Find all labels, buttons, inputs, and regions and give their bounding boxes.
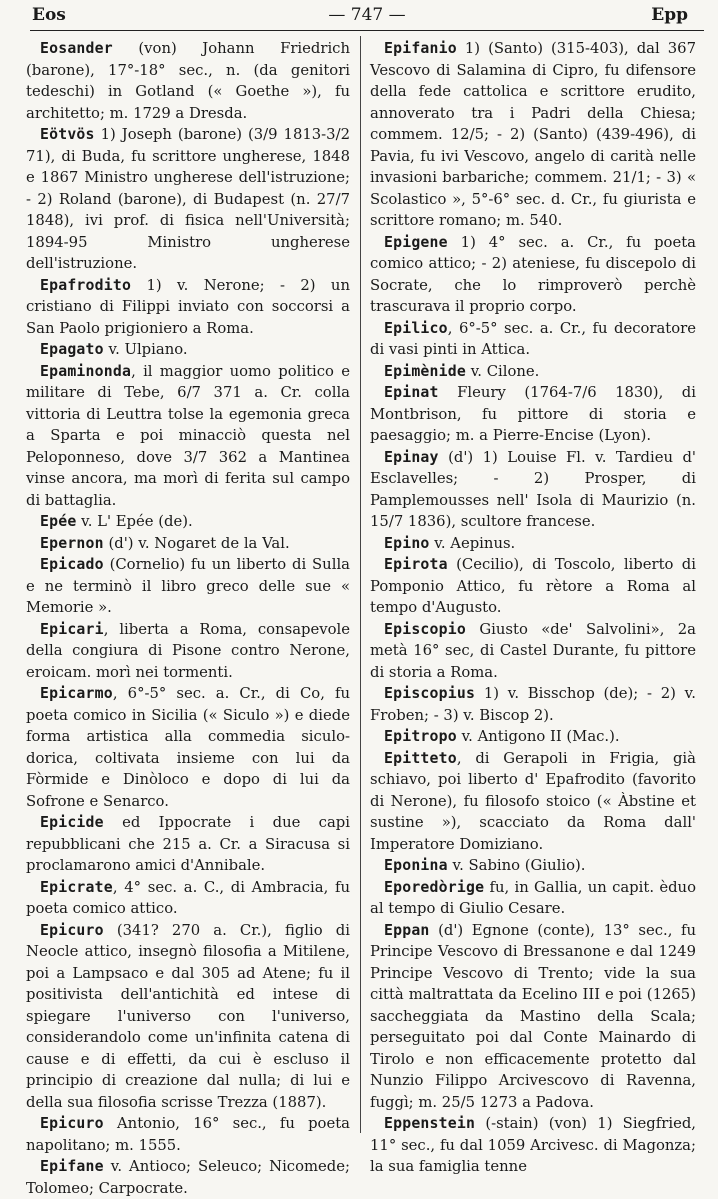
- entry-definition: (von) Johann Friedrich (barone), 17°-18° sec., n. (da genitori tedeschi) in Gotland (« Goethe »), fu architetto; m. 1729 a Dresda.: [26, 40, 350, 122]
- dictionary-entry: [370, 533, 696, 555]
- dictionary-entry: [26, 511, 350, 533]
- entry-definition: v. Aepinus.: [429, 534, 516, 552]
- entry-definition: v. Antigono II (Mac.).: [456, 728, 620, 745]
- entry-definition: v. Cilone.: [465, 362, 540, 380]
- entry-headword: Epigene: [384, 233, 448, 251]
- dictionary-entry: [370, 683, 696, 726]
- entry-definition: , 6°-5° sec. a. Cr., fu decoratore di vasi pinti in Attica.: [370, 319, 696, 358]
- entry-headword: Episcopius: [384, 685, 476, 702]
- dictionary-entry: [26, 275, 350, 340]
- entry-definition: , di Gerapoli in Frigia, già schiavo, poi liberto d' Epafrodito (favorito di Nerone), fu filosofo stoico (« Àbstine et sustine »), scacciato da Roma dall' Imperatore Domiziano.: [370, 749, 696, 853]
- dictionary-entry: [370, 1113, 696, 1178]
- entry-headword: Epitropo: [384, 728, 457, 745]
- entry-headword: Epino: [384, 534, 430, 552]
- right-column: [370, 38, 696, 1175]
- entry-headword: Epilico: [384, 319, 448, 337]
- dictionary-entry: [370, 920, 696, 1114]
- dictionary-entry: [26, 812, 350, 877]
- entry-definition: 1) 4° sec. a. Cr., fu poeta comico attico; - 2) ateniese, fu discepolo di Socrate, che lo rimproverò perchè trascurava il proprio corpo.: [370, 233, 696, 315]
- dictionary-entry: [370, 447, 696, 533]
- entry-headword: Epitteto: [384, 749, 457, 767]
- entry-definition: 1) Joseph (barone) (3/9 1813-3/2 71), di Buda, fu scrittore ungherese, 1848 e 1867 Ministro ungherese dell'istruzione; - 2) Roland (barone), di Budapest (n. 27/7 1848), ivi prof. di fisica nell'Università; 1894-95 Ministro ungherese dell'istruzione.: [26, 126, 350, 272]
- entry-headword: Epicrate: [40, 878, 113, 896]
- entry-headword: Epicado: [40, 556, 104, 573]
- dictionary-entry: [370, 232, 696, 318]
- dictionary-entry: [370, 382, 696, 447]
- entry-headword: Epifane: [40, 1158, 104, 1175]
- entry-headword: Epafrodito: [40, 276, 132, 294]
- dictionary-entry: [26, 683, 350, 812]
- entry-definition: (Cecilio), di Toscolo, liberto di Pomponio Attico, fu rètore a Roma al tempo d'Augusto.: [370, 556, 696, 616]
- entry-headword: Epicuro: [40, 1115, 104, 1132]
- entry-definition: (d') v. Nogaret de la Val.: [103, 534, 290, 552]
- entry-definition: (d') Egnone (conte), 13° sec., fu Principe Vescovo di Bressanone e dal 1249 Principe Vescovo di Trento; vide la sua città maltrattata da Ecelino III e poi (1265) saccheggiata da Mastino della Scala; perseguitato poi dal Conte Mainardo di Tirolo e non efficacemente protetto dal Nunzio Filippo Arcivescovo di Ravenna, fuggì; m. 25/5 1273 a Padova.: [370, 921, 696, 1111]
- dictionary-entry: [26, 1113, 350, 1156]
- header-left-guide-word: Eos: [32, 5, 66, 25]
- entry-headword: Eponina: [384, 857, 448, 874]
- dictionary-entry: [26, 124, 350, 275]
- dictionary-entry: [370, 619, 696, 684]
- dictionary-entry: [370, 748, 696, 856]
- entry-headword: Epicuro: [40, 921, 104, 939]
- entry-definition: fu, in Gallia, un capit. èduo al tempo di Giulio Cesare.: [370, 878, 696, 917]
- entry-headword: Eppenstein: [384, 1115, 476, 1132]
- entry-headword: Eötvös: [40, 126, 95, 143]
- entry-headword: Epirota: [384, 556, 448, 573]
- dictionary-entry: [26, 339, 350, 361]
- dictionary-entry: [26, 619, 350, 684]
- entry-definition: v. Ulpiano.: [103, 341, 188, 358]
- entry-headword: Episcopio: [384, 620, 466, 638]
- header-right-guide-word: Epp: [651, 5, 688, 25]
- entry-definition: 1) v. Nerone; - 2) un cristiano di Filippi inviato con soccorsi a San Paolo prigioniero a Roma.: [26, 276, 350, 337]
- dictionary-entry: [370, 361, 696, 383]
- entry-headword: Epicari: [40, 620, 104, 638]
- entry-headword: Eosander: [40, 40, 113, 57]
- entry-definition: Giusto «de' Salvolini», 2a metà 16° sec, di Castel Durante, fu pittore di storia a Roma.: [370, 620, 696, 681]
- entry-definition: 1) (Santo) (315-403), dal 367 Vescovo di Salamina di Cipro, fu difensore della fede cattolica e scrittore erudito, annoverato tra i Padri della Chiesa; commem. 12/5; - 2) (Santo) (439-496), di Pavia, fu ivi Vescovo, angelo di carità nelle invasioni barbariche; commem. 21/1; - 3) « Scolastico », 5°-6° sec. d. Cr., fu giurista e scrittore romano; m. 540.: [370, 40, 696, 229]
- entry-headword: Epicarmo: [40, 685, 113, 702]
- dictionary-entry: [26, 361, 350, 512]
- entry-headword: Epinay: [384, 448, 439, 466]
- entry-headword: Epagato: [40, 341, 104, 358]
- dictionary-entry: [26, 920, 350, 1114]
- entry-headword: Epernon: [40, 534, 104, 552]
- column-divider: [360, 36, 361, 1133]
- entry-definition: v. L' Epée (de).: [76, 513, 193, 530]
- entry-definition: (Cornelio) fu un liberto di Sulla e ne terminò il libro greco delle sue « Memorie ».: [26, 556, 350, 616]
- page-number: — 747 —: [328, 5, 406, 25]
- dictionary-entry: [370, 855, 696, 877]
- dictionary-entry: [26, 38, 350, 124]
- entry-headword: Epifanio: [384, 40, 457, 57]
- dictionary-entry: [26, 533, 350, 555]
- entry-definition: v. Sabino (Giulio).: [447, 857, 586, 874]
- dictionary-entry: [370, 554, 696, 619]
- entry-headword: Eporedòrige: [384, 878, 485, 896]
- dictionary-entry: [26, 877, 350, 920]
- entry-definition: (d') 1) Louise Fl. v. Tardieu d' Esclavelles; - 2) Prosper, di Pamplemousses nell' Isola di Maurizio (n. 15/7 1836), scultore francese.: [370, 448, 696, 530]
- entry-definition: , il maggior uomo politico e militare di Tebe, 6/7 371 a. Cr. colla vittoria di Leuttra tolse la egemonia greca a Sparta e poi minacciò questa nel Peloponneso, dove 3/7 362 a Mantinea vinse ancora, ma morì di ferita sul campo di battaglia.: [26, 362, 350, 509]
- entry-headword: Epaminonda: [40, 362, 132, 380]
- entry-headword: Epée: [40, 513, 77, 530]
- entry-definition: Antonio, 16° sec., fu poeta napolitano; m. 1555.: [26, 1115, 350, 1154]
- entry-definition: 1) v. Bisschop (de); - 2) v. Froben; - 3) v. Biscop 2).: [370, 685, 696, 724]
- running-header: [30, 2, 704, 31]
- entry-definition: v. Antioco; Seleuco; Nicomede; Tolomeo; Carpocrate.: [26, 1158, 350, 1197]
- dictionary-entry: [26, 554, 350, 619]
- left-column: [26, 38, 350, 1197]
- entry-headword: Eppan: [384, 921, 430, 939]
- entry-definition: (-stain) (von) 1) Siegfried, 11° sec., fu dal 1059 Arcivesc. di Magonza; la sua famiglia tenne: [370, 1115, 696, 1175]
- entry-definition: ed Ippocrate i due capi repubblicani che 215 a. Cr. a Siracusa si proclamarono amici d'Annibale.: [26, 814, 350, 874]
- entry-definition: , liberta a Roma, consapevole della congiura di Pisone contro Nerone, eroicam. morì nei tormenti.: [26, 620, 350, 681]
- dictionary-entry: [370, 877, 696, 920]
- entry-definition: (341? 270 a. Cr.), figlio di Neocle attico, insegnò filosofia a Mitilene, poi a Lampsaco e dal 305 ad Atene; fu il positivista dell'antichità ed intese di spiegare l'universo con l'universo, considerandolo come un'infinita catena di cause e di effetti, da cui è escluso il principio di creazione dal nulla; di lui e della sua filosofia scrisse Trezza (1887).: [26, 921, 350, 1111]
- entry-headword: Epicide: [40, 814, 104, 831]
- dictionary-entry: [370, 726, 696, 748]
- entry-definition: , 4° sec. a. C., di Ambracia, fu poeta comico attico.: [26, 878, 350, 917]
- entry-headword: Epimènide: [384, 362, 466, 380]
- entry-headword: Epinat: [384, 384, 439, 401]
- dictionary-entry: [26, 1156, 350, 1199]
- dictionary-entry: [370, 318, 696, 361]
- entry-definition: , 6°-5° sec. a. Cr., di Co, fu poeta comico in Sicilia (« Siculo ») e diede forma artistica alla commedia siculo-dorica, coltivata insieme con lui da Fòrmide e Dinòloco e dopo di lui da Sofrone e Senarco.: [26, 685, 350, 810]
- entry-definition: Fleury (1764-7/6 1830), di Montbrison, fu pittore di storia e paesaggio; m. a Pierre-Encise (Lyon).: [370, 384, 696, 444]
- dictionary-entry: [370, 38, 696, 232]
